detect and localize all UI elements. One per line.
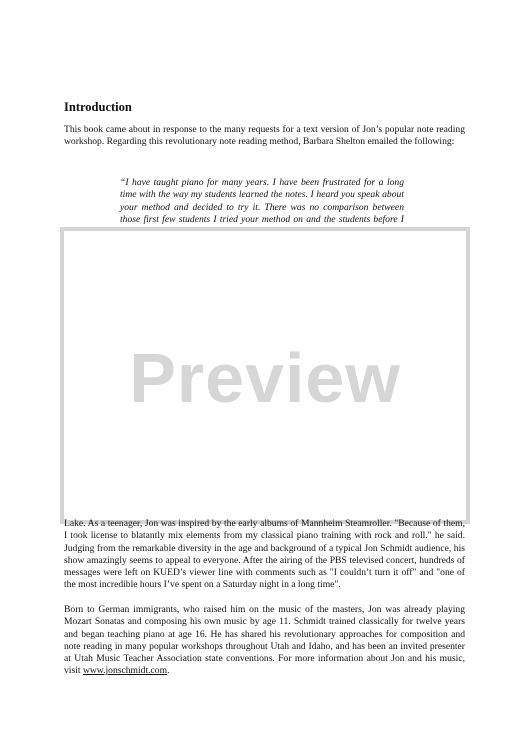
background-paragraph-text: Born to German immigrants, who raised him on the music of the masters, Jon was already playing Mozart Sonatas and composing his own music by age 11. Schmidt trained classically for twelve years and began teaching piano at age 16. He has shared his revolutionary approaches for composition and note reading in many popular workshops throughout Utah and Idaho, and has been an invited presenter at Utah Music Teacher Association state conventions. For more information about Jon and his music, visit — [64, 604, 465, 677]
background-paragraph-end: . — [167, 665, 170, 677]
background-paragraph — [64, 604, 465, 678]
intro-paragraph: This book came about in response to the many requests for a text version of Jon’s popular note reading workshop. Regarding this revolutionary note reading method, Barbara Shelton emailed the following: — [64, 124, 465, 148]
section-heading: Introduction — [64, 100, 132, 114]
testimonial-quote: “I have taught piano for many years. I have been frustrated for a long time with the way my students learned the notes. I heard you speak about your method and decided to try it. There was no comparison between those first few students I tried your method on and the students before I — [120, 177, 404, 226]
preview-watermark-box — [60, 227, 470, 524]
website-link[interactable]: www.jonschmidt.com — [82, 665, 168, 677]
biography-paragraph: Lake. As a teenager, Jon was inspired by the early albums of Mannheim Steamroller. "Because of them, I took license to blatantly mix elements from my classical piano training with rock and roll." he said. Judging from the remarkable diversity in the age and background of a typical Jon Schmidt audience, his show amazingly seems to appeal to everyone. After the airing of the PBS televised concert, hundreds of messages were left on KUED’s viewer line with comments such as "I couldn’t turn it off" and "one of the most incredible hours I’ve spent on a Saturday night in a long time". — [64, 518, 465, 591]
preview-watermark: Preview — [129, 339, 401, 417]
